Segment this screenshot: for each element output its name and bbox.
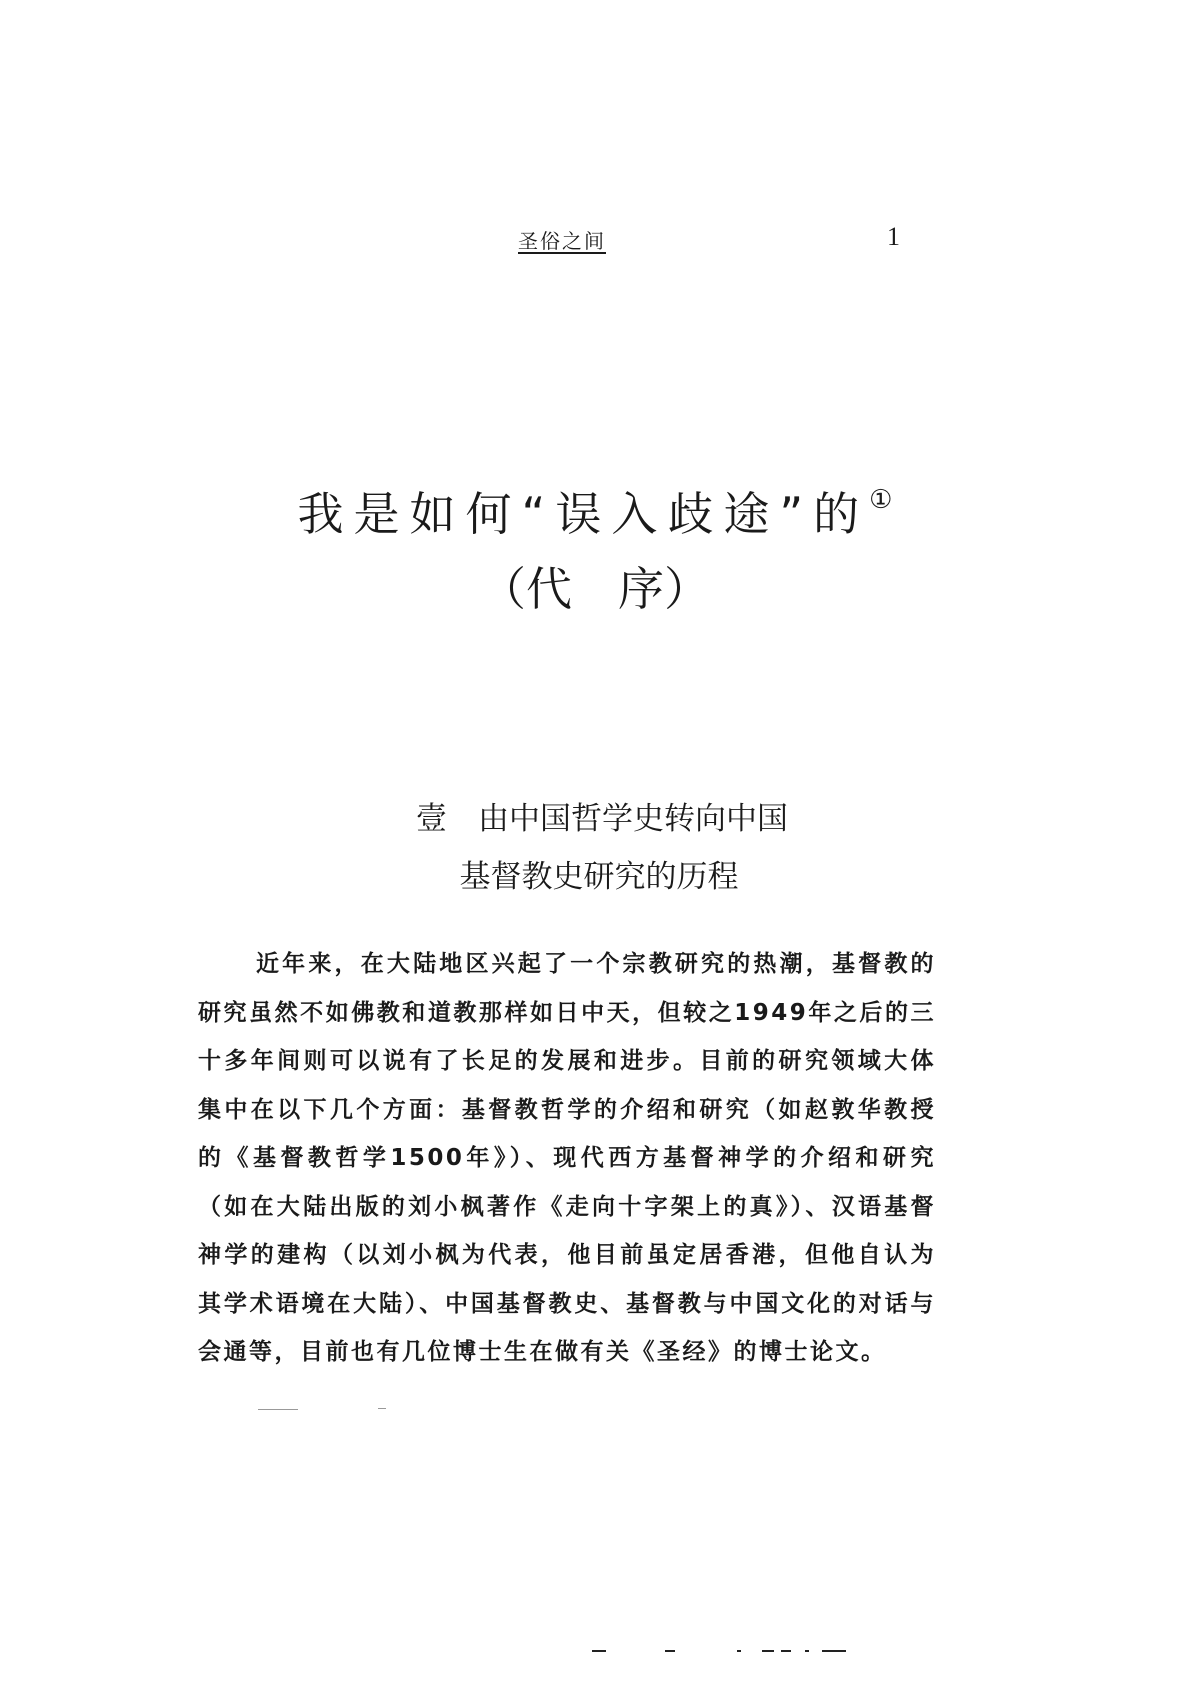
scan-mark bbox=[665, 1650, 675, 1652]
section-heading-line-2: 基督教史研究的历程 bbox=[459, 859, 739, 895]
scan-mark bbox=[258, 1409, 298, 1410]
scan-mark bbox=[822, 1650, 846, 1652]
footnote-marker[interactable]: ① bbox=[869, 485, 893, 515]
chapter-title bbox=[0, 478, 1190, 544]
chapter-subtitle: （代 序） bbox=[480, 562, 710, 616]
scan-mark bbox=[378, 1408, 386, 1409]
scan-mark bbox=[781, 1650, 791, 1652]
running-header-title: 圣俗之间 bbox=[518, 229, 606, 253]
scan-mark bbox=[592, 1650, 606, 1652]
section-heading bbox=[0, 790, 1190, 906]
scan-mark bbox=[762, 1650, 774, 1652]
body-paragraph: 近年来，在大陆地区兴起了一个宗教研究的热潮，基督教的研究虽然不如佛教和道教那样如日中天，但较之1949年之后的三十多年间则可以说有了长足的发展和进步。目前的研究领域大体集中在以下几个方面：基督教哲学的介绍和研究（如赵敦华教授的《基督教哲学1500年》）、现代西方基督神学的介绍和研究（如在大陆出版的刘小枫著作《走向十字架上的真》）、汉语基督神学的建构（以刘小枫为代表，他目前虽定居香港，但他自认为其学术语境在大陆）、中国基督教史、基督教与中国文化的对话与会通等，目前也有几位博士生在做有关《圣经》的博士论文。 bbox=[198, 951, 936, 1365]
scan-mark bbox=[805, 1650, 809, 1652]
page-number: 1 bbox=[887, 222, 900, 251]
scan-mark bbox=[737, 1650, 741, 1652]
section-heading-line-1: 壹 由中国哲学史转向中国 bbox=[416, 801, 788, 837]
chapter-title-text: 我是如何“误入歧途”的 bbox=[297, 487, 870, 541]
